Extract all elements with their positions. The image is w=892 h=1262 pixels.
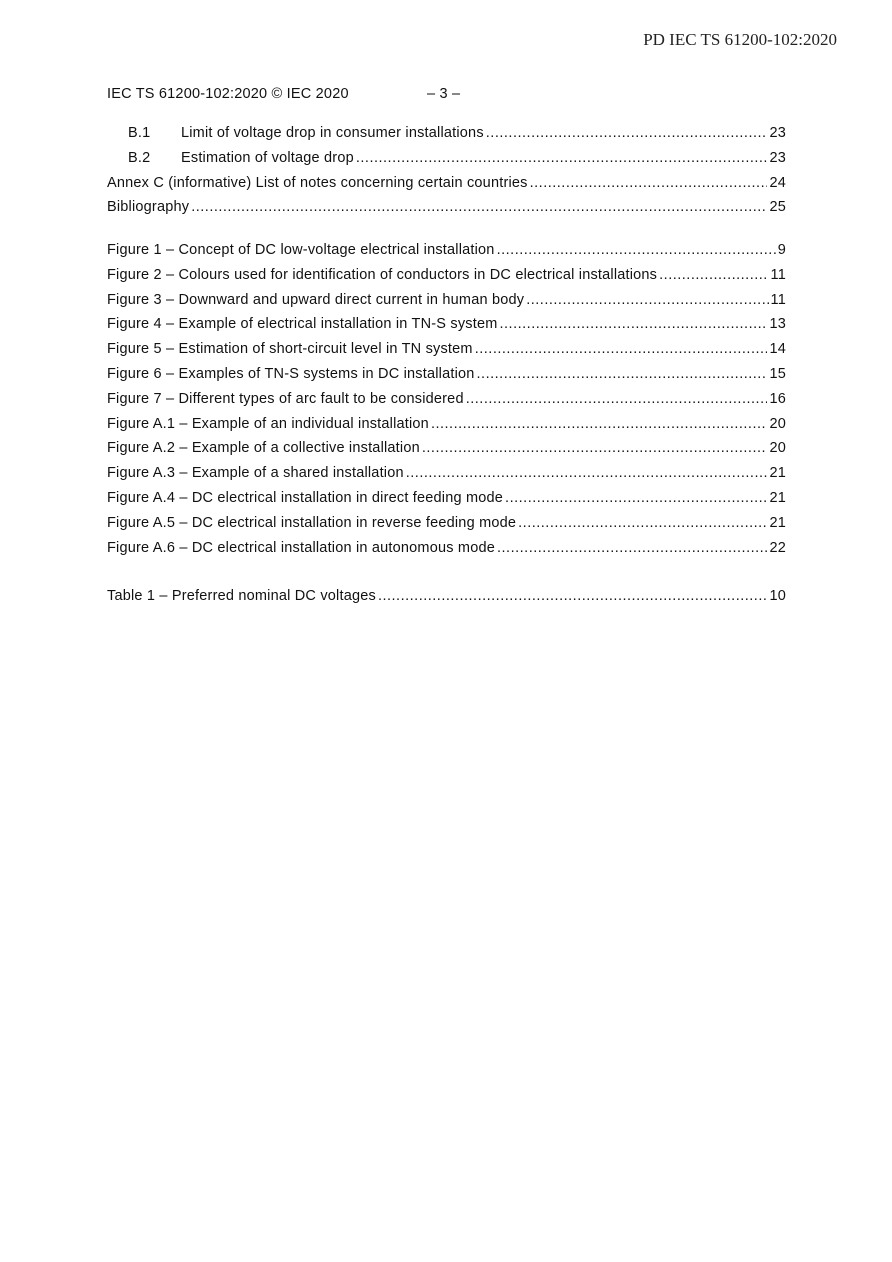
dot-leader <box>518 515 767 531</box>
toc-entry-title: Limit of voltage drop in consumer installations <box>181 125 484 141</box>
figure-page: 21 <box>769 514 786 531</box>
toc-entry[interactable] <box>107 125 786 150</box>
figure-page: 11 <box>770 291 786 308</box>
toc-entry[interactable] <box>107 175 786 200</box>
figure-page: 16 <box>769 390 786 407</box>
document-id: PD IEC TS 61200-102:2020 <box>643 30 837 49</box>
toc-entry-title: Estimation of voltage drop <box>181 149 354 166</box>
toc-entry-number: B.2 <box>128 149 151 166</box>
figure-page: 13 <box>769 316 786 333</box>
table-entry[interactable] <box>107 588 786 613</box>
dot-leader <box>406 465 768 481</box>
dot-leader <box>486 125 768 141</box>
table-title: Table 1 – Preferred nominal DC voltages <box>107 588 376 604</box>
figure-entry[interactable] <box>107 465 786 490</box>
figure-entry[interactable] <box>107 366 786 391</box>
dot-leader <box>466 391 768 407</box>
toc-entry[interactable] <box>107 199 786 224</box>
list-of-figures <box>107 242 786 564</box>
figure-page: 20 <box>769 440 786 457</box>
dot-leader <box>497 540 767 556</box>
dot-leader <box>191 199 767 215</box>
dot-leader <box>500 316 768 332</box>
toc-clauses <box>107 125 786 224</box>
dot-leader <box>505 490 767 506</box>
figure-page: 9 <box>777 242 786 258</box>
figure-page: 20 <box>769 415 786 432</box>
figure-page: 14 <box>769 341 786 358</box>
figure-entry[interactable] <box>107 490 786 515</box>
dot-leader <box>356 150 768 166</box>
figure-page: 21 <box>769 489 786 506</box>
dot-leader <box>431 416 768 432</box>
figure-entry[interactable] <box>107 292 786 317</box>
figure-entry[interactable] <box>107 540 786 565</box>
figure-entry[interactable] <box>107 316 786 341</box>
figure-title: Figure A.1 – Example of an individual installation <box>107 415 429 432</box>
figure-title: Figure A.6 – DC electrical installation in autonomous mode <box>107 539 495 556</box>
figure-title: Figure A.5 – DC electrical installation in reverse feeding mode <box>107 514 517 531</box>
running-header <box>107 86 461 102</box>
table-page: 10 <box>769 588 786 604</box>
figure-page: 15 <box>769 365 786 382</box>
figure-entry[interactable] <box>107 242 786 267</box>
page-number: – 3 – <box>427 86 461 102</box>
toc-entry-page: 23 <box>769 149 786 166</box>
toc-entry-number: B.1 <box>128 125 151 141</box>
toc-entry-page: 25 <box>769 199 786 216</box>
dot-leader <box>475 341 768 357</box>
toc-entry-page: 23 <box>769 125 786 141</box>
figure-title: Figure 1 – Concept of DC low-voltage electrical installation <box>107 242 495 258</box>
dot-leader <box>477 366 768 382</box>
figure-entry[interactable] <box>107 267 786 292</box>
figure-entry[interactable] <box>107 440 786 465</box>
toc-entry-title: Annex C (informative) List of notes concerning certain countries <box>107 174 528 191</box>
figure-title: Figure A.2 – Example of a collective installation <box>107 440 420 457</box>
dot-leader <box>526 292 768 308</box>
figure-title: Figure A.4 – DC electrical installation in direct feeding mode <box>107 489 504 506</box>
dot-leader <box>497 242 776 258</box>
dot-leader <box>659 267 768 283</box>
figure-page: 21 <box>769 465 786 482</box>
figure-title: Figure 7 – Different types of arc fault to be considered <box>107 390 464 407</box>
list-of-tables <box>107 588 786 613</box>
figure-title: Figure 3 – Downward and upward direct current in human body <box>107 291 525 308</box>
figure-title: Figure A.3 – Example of a shared installation <box>107 465 404 482</box>
figure-entry[interactable] <box>107 515 786 540</box>
dot-leader <box>422 440 768 456</box>
figure-title: Figure 4 – Example of electrical installation in TN-S system <box>107 316 498 333</box>
figure-title: Figure 5 – Estimation of short-circuit level in TN system <box>107 341 473 358</box>
figure-entry[interactable] <box>107 416 786 441</box>
figure-entry[interactable] <box>107 341 786 366</box>
figure-entry[interactable] <box>107 391 786 416</box>
figure-page: 11 <box>770 266 786 283</box>
dot-leader <box>530 175 768 191</box>
dot-leader <box>378 588 768 604</box>
toc-entry-title: Bibliography <box>107 199 190 216</box>
figure-title: Figure 6 – Examples of TN-S systems in DC installation <box>107 365 475 382</box>
toc-entry[interactable] <box>107 150 786 175</box>
figure-title: Figure 2 – Colours used for identification of conductors in DC electrical installations <box>107 266 658 283</box>
figure-page: 22 <box>769 539 786 556</box>
toc-entry-page: 24 <box>769 174 786 191</box>
running-title: IEC TS 61200-102:2020 © IEC 2020 <box>107 86 349 102</box>
